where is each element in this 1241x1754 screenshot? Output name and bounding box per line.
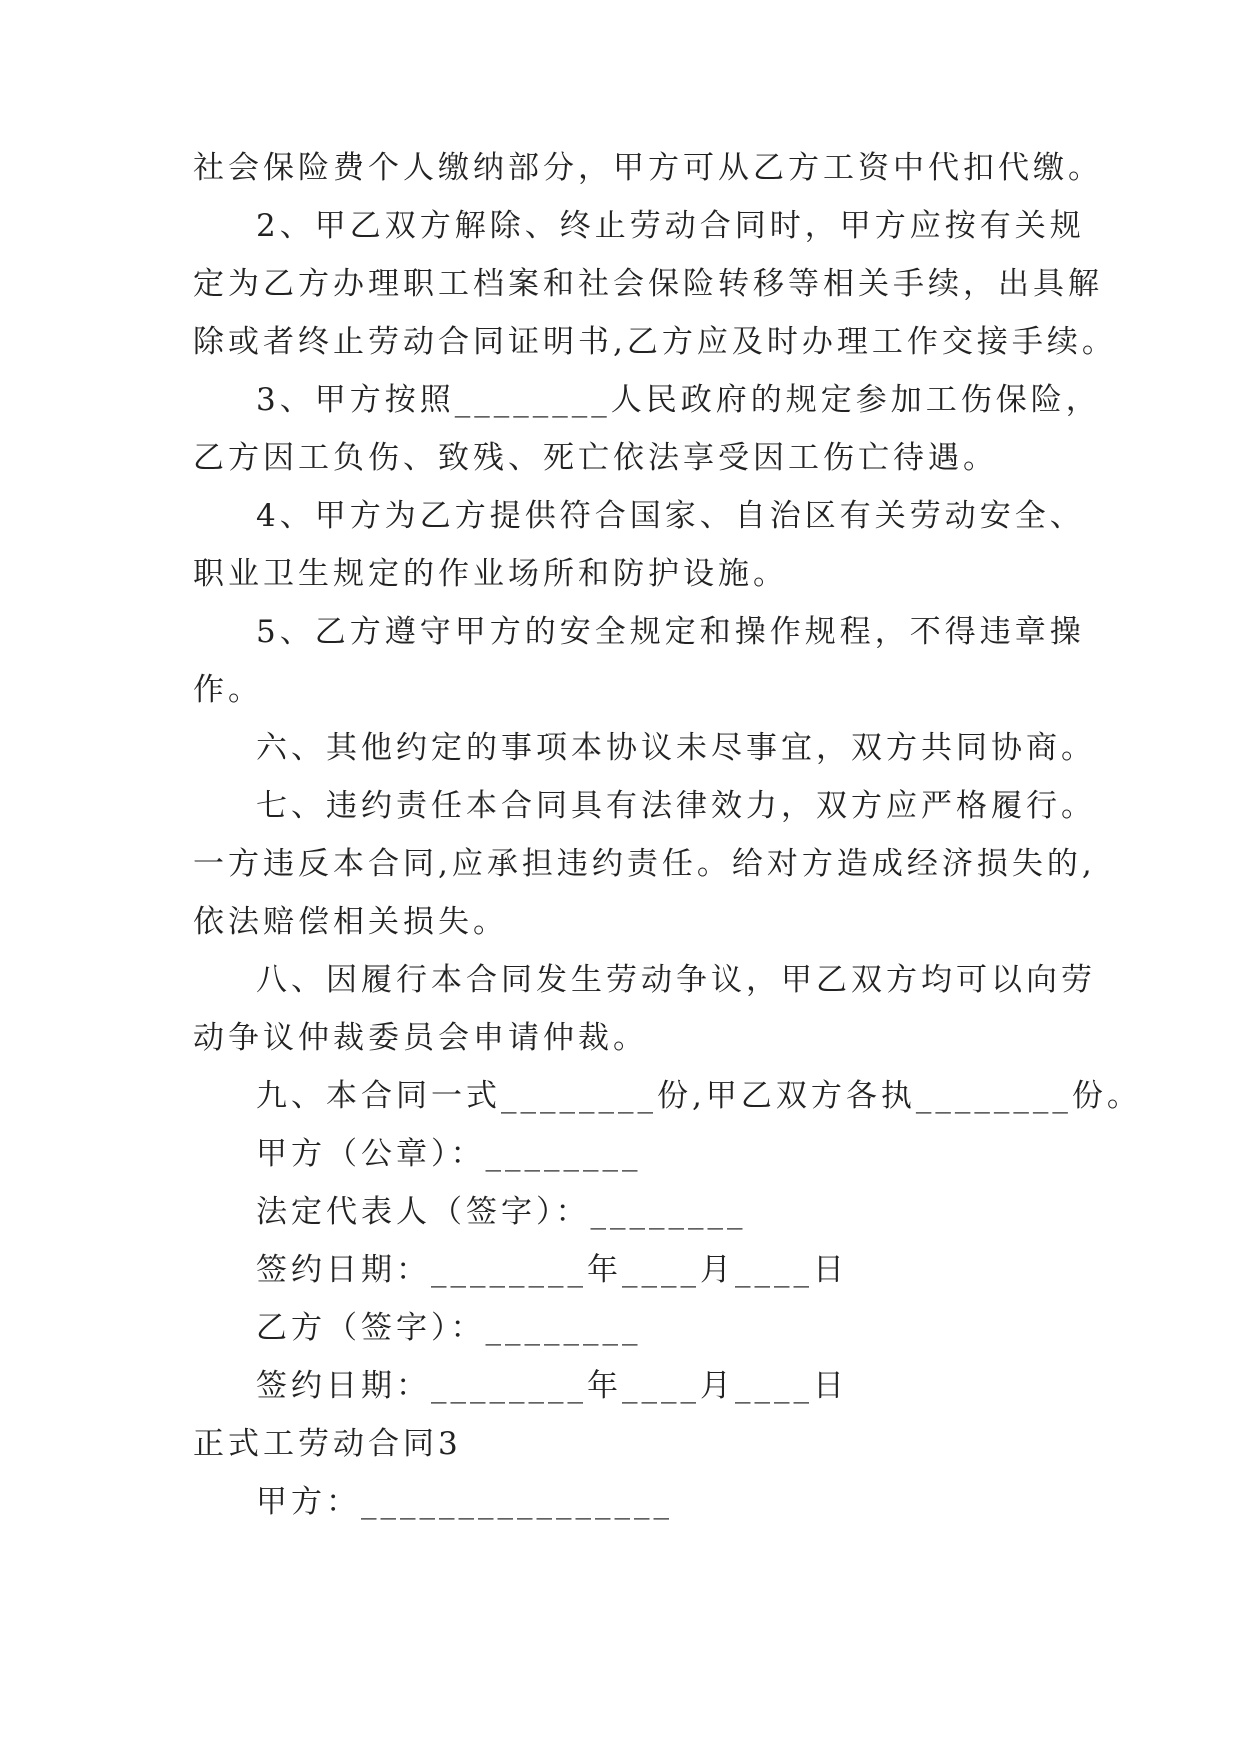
paragraph-line: 八、因履行本合同发生劳动争议，甲乙双方均可以向劳 xyxy=(256,962,1096,998)
paragraph-line: 依法赔偿相关损失。 xyxy=(193,904,508,940)
signing-date-field: 签约日期：________年____月____日 xyxy=(256,1368,848,1404)
paragraph-line: 职业卫生规定的作业场所和防护设施。 xyxy=(193,556,788,592)
paragraph-line: 定为乙方办理职工档案和社会保险转移等相关手续，出具解 xyxy=(193,266,1103,302)
signature-field-party-a-seal: 甲方（公章）：________ xyxy=(256,1136,642,1172)
signing-date-field: 签约日期：________年____月____日 xyxy=(256,1252,848,1288)
paragraph-line: 除或者终止劳动合同证明书,乙方应及时办理工作交接手续。 xyxy=(193,324,1117,360)
paragraph-line: 一方违反本合同,应承担违约责任。给对方造成经济损失的, xyxy=(193,846,1096,882)
signature-field-legal-representative: 法定代表人（签字）：________ xyxy=(256,1194,747,1230)
signature-field-party-b: 乙方（签字）：________ xyxy=(256,1310,642,1346)
paragraph-line: 5、乙方遵守甲方的安全规定和操作规程，不得违章操 xyxy=(256,614,1085,650)
paragraph-line: 2、甲乙双方解除、终止劳动合同时，甲方应按有关规 xyxy=(256,208,1085,244)
paragraph-line: 4、甲方为乙方提供符合国家、自治区有关劳动安全、 xyxy=(256,498,1085,534)
paragraph-line: 七、违约责任本合同具有法律效力，双方应严格履行。 xyxy=(256,788,1096,824)
paragraph-line: 动争议仲裁委员会申请仲裁。 xyxy=(193,1020,648,1056)
paragraph-line: 作。 xyxy=(193,672,263,708)
paragraph-line: 九、本合同一式________份,甲乙双方各执________份。 xyxy=(256,1078,1142,1114)
paragraph-line: 社会保险费个人缴纳部分，甲方可从乙方工资中代扣代缴。 xyxy=(193,150,1103,186)
party-a-field: 甲方：________________ xyxy=(256,1484,673,1520)
paragraph-line: 六、其他约定的事项本协议未尽事宜，双方共同协商。 xyxy=(256,730,1096,766)
paragraph-line: 乙方因工负伤、致残、死亡依法享受因工伤亡待遇。 xyxy=(193,440,998,476)
paragraph-line: 3、甲方按照________人民政府的规定参加工伤保险， xyxy=(256,382,1101,418)
section-heading: 正式工劳动合同3 xyxy=(193,1426,462,1462)
